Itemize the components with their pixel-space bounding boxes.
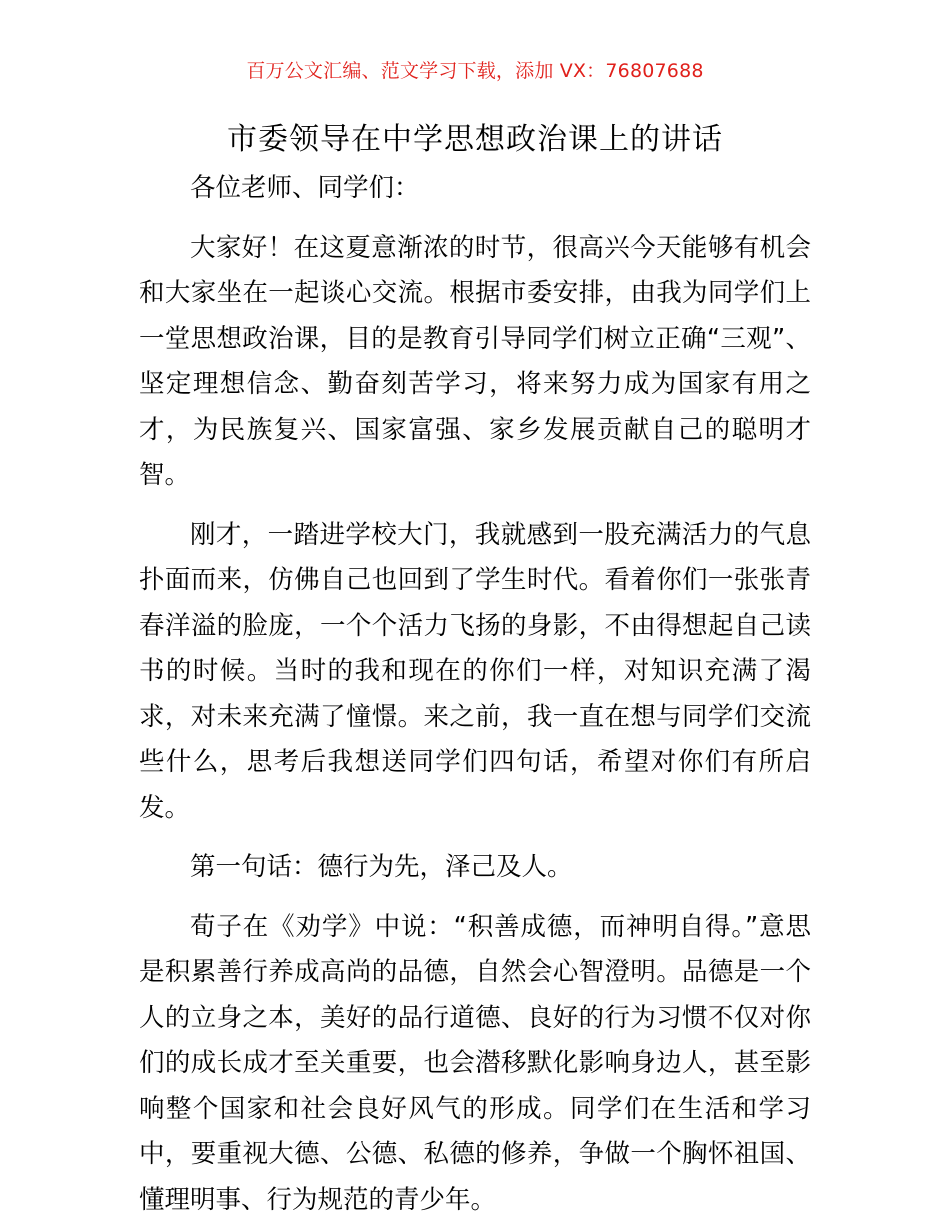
salutation: 各位老师、同学们： — [190, 173, 420, 203]
paragraph-2: 刚才，一踏进学校大门，我就感到一股充满活力的气息扑面而来，仿佛自己也回到了学生时代。看着你们一张张青春洋溢的脸庞，一个个活力飞扬的身影，不由得想起自己读书的时候。当时的我和现在的你们一样，对知识充满了渴求，对未来充满了憧憬。来之前，我一直在想与同学们交流些什么，思考后我想送同学们四句话，希望对你们有所启发。 — [139, 519, 811, 823]
paragraph-3-heading: 第一句话：德行为先，泽己及人。 — [190, 852, 573, 882]
paragraph-1: 大家好！在这夏意渐浓的时节，很高兴今天能够有机会和大家坐在一起谈心交流。根据市委安排，由我为同学们上一堂思想政治课，目的是教育引导同学们树立正确“三观”、坚定理想信念、勤奋刻苦学习，将来努力成为国家有用之才，为民族复兴、国家富强、家乡发展贡献自己的聪明才智。 — [139, 232, 811, 490]
document-title: 市委领导在中学思想政治课上的讲话 — [227, 122, 723, 157]
paragraph-4: 荀子在《劝学》中说：“积善成德，而神明自得。”意思是积累善行养成高尚的品德，自然会心智澄明。品德是一个人的立身之本，美好的品行道德、良好的行为习惯不仅对你们的成长成才至关重要，也会潜移默化影响身边人，甚至影响整个国家和社会良好风气的形成。同学们在生活和学习中，要重视大德、公德、私德的修养，争做一个胸怀祖国、懂理明事、行为规范的青少年。 — [139, 911, 811, 1215]
header-note: 百万公文汇编、范文学习下载，添加 VX：76807688 — [246, 60, 704, 82]
document-body — [139, 166, 811, 1223]
